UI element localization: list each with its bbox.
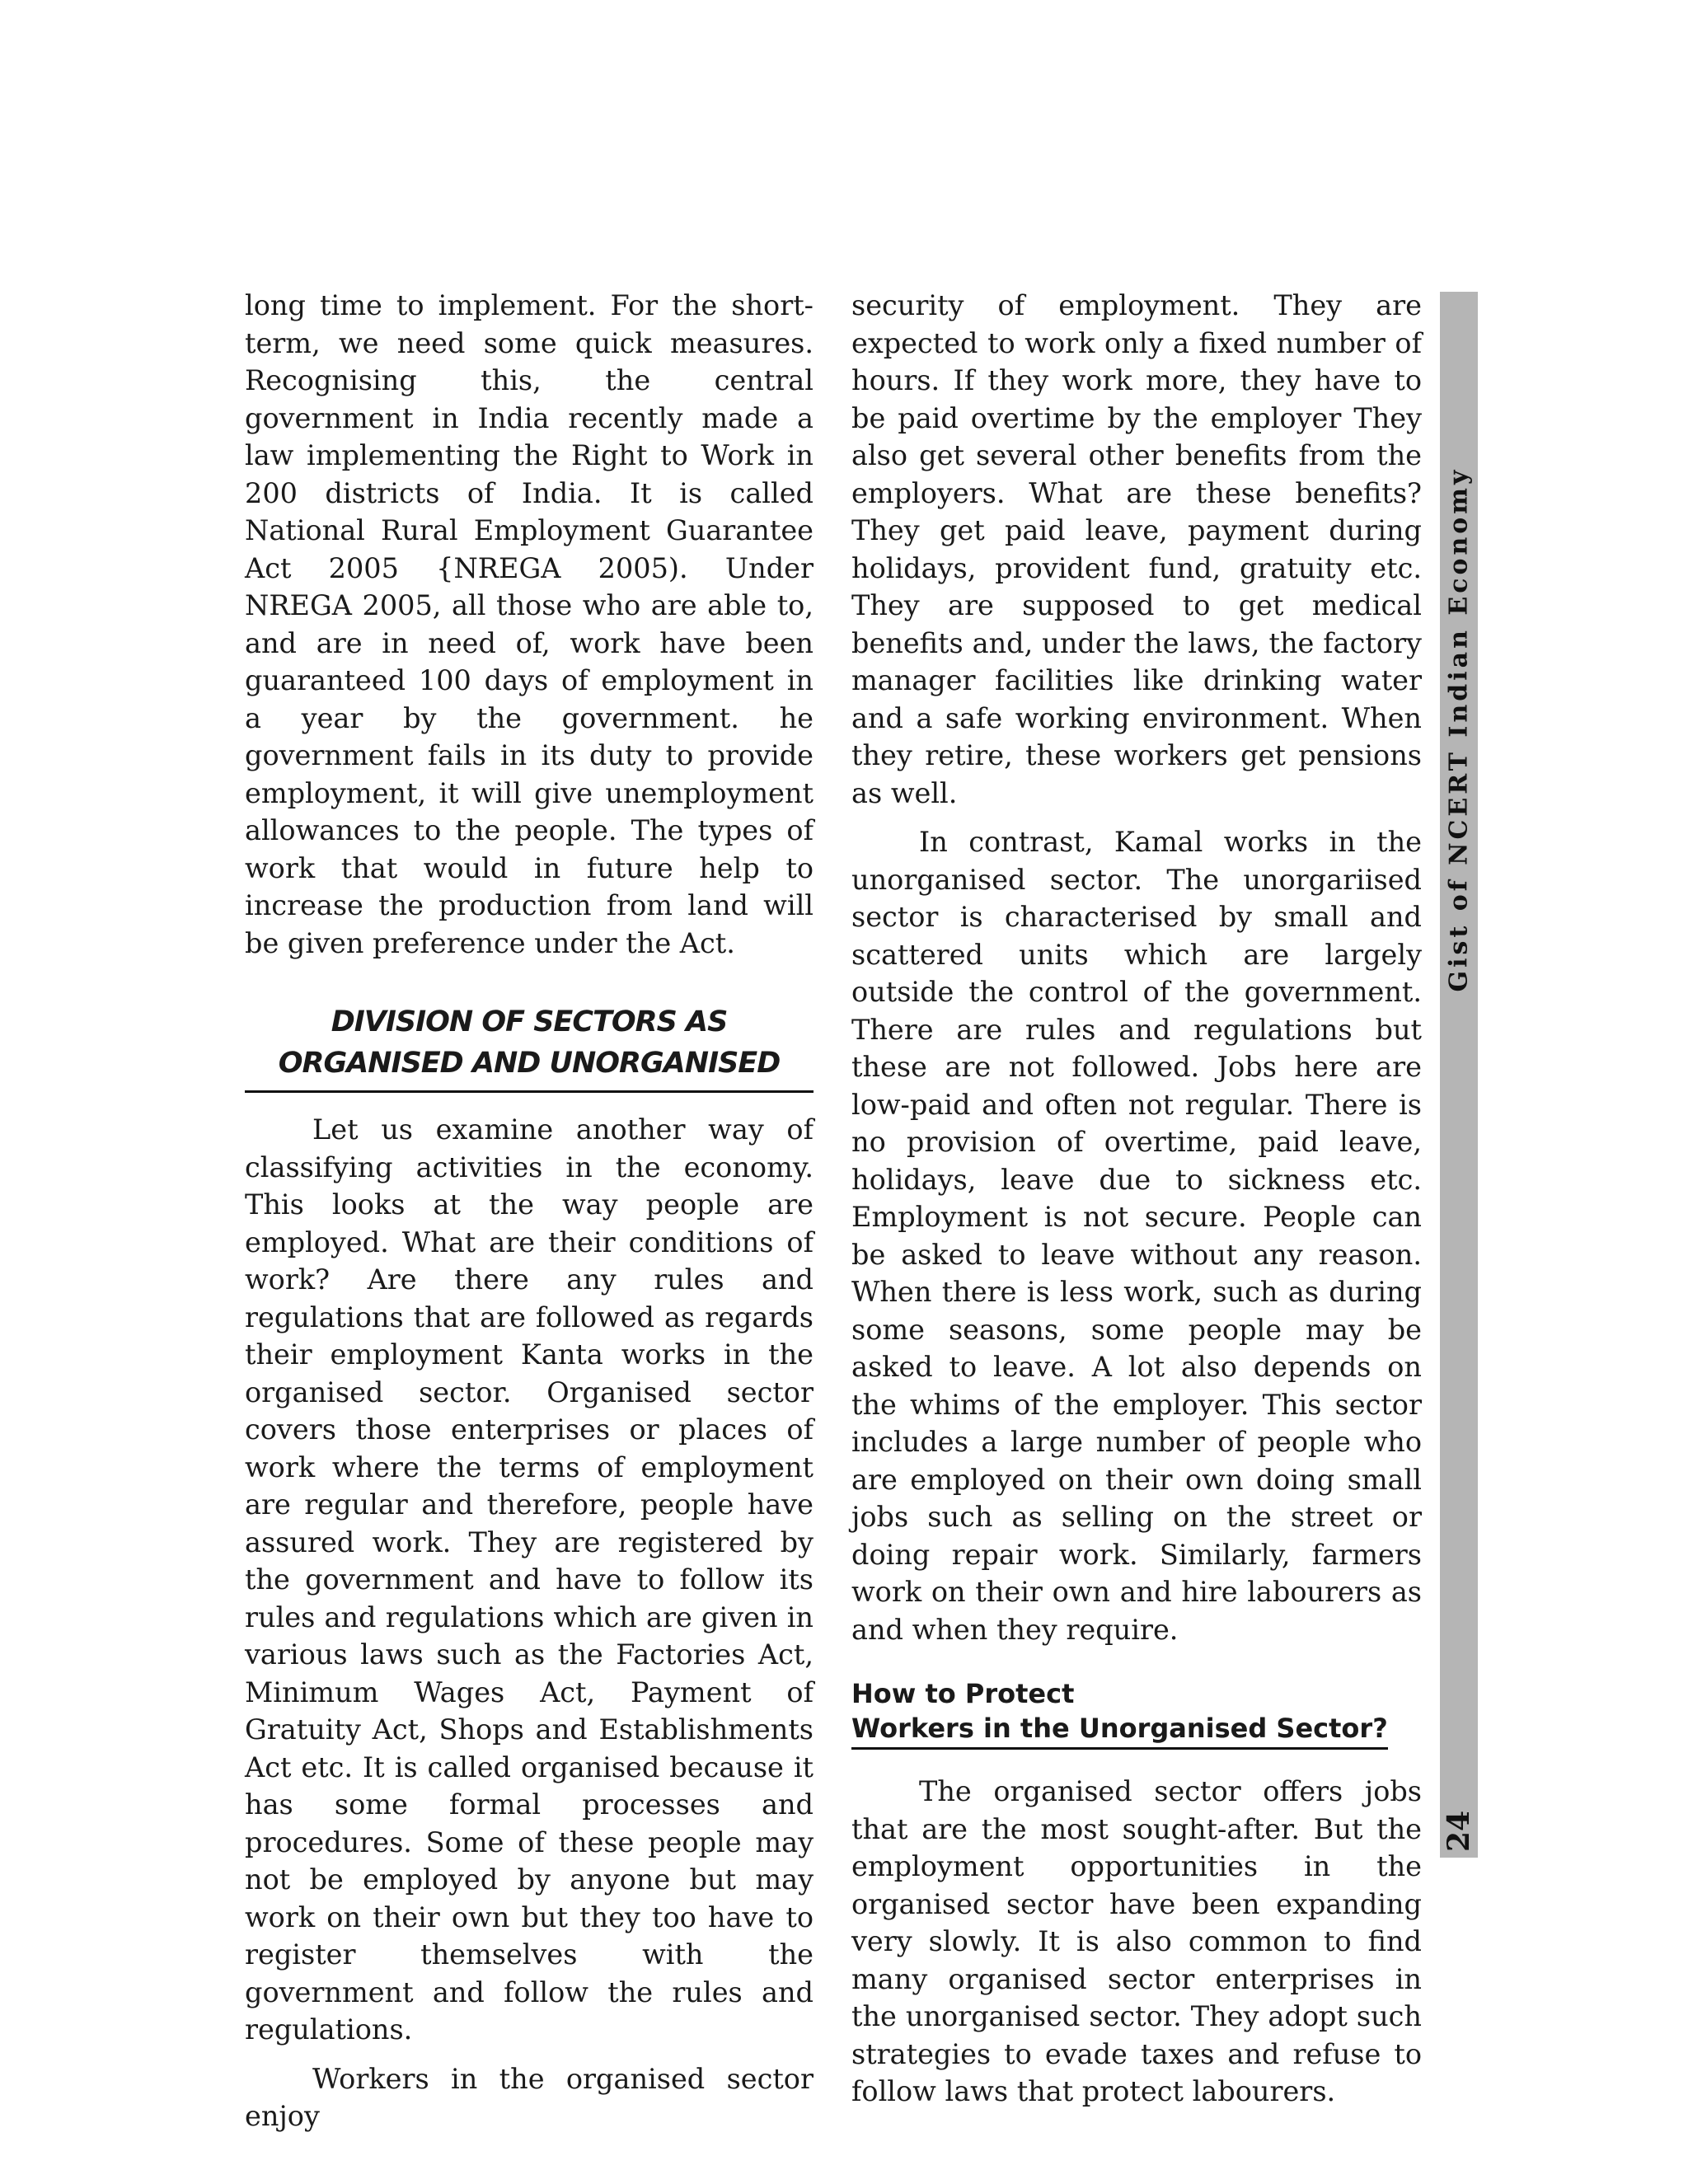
right-column <box>851 287 1422 2111</box>
section-heading-line-1: DIVISION OF SECTORS AS <box>331 1005 728 1038</box>
body-paragraph-unorganised-sector: In contrast, Kamal works in the unorganised sector. The unorgariised sector is characterised by small and scattered units which are largely outside the control of the government. There are rules and regulations but these are not followed. Jobs here are low-paid and often not regular. There is no provision of overtime, paid leave, holidays, leave due to sickness etc. Employment is not secure. People can be asked to leave without any reason. When there is less work, such as during some seasons, some people may be asked to leave. A lot also depends on the whims of the employer. This sector includes a large number of people who are employed on their own doing small jobs such as selling on the street or doing repair work. Similarly, farmers work on their own and hire labourers as and when they require. <box>851 826 1422 1646</box>
body-paragraph-protect-workers: The organised sector offers jobs that are the most sought-after. But the employment opportunities in the organised sector have been expanding very slowly. It is also common to find many organised sector enterprises in the unorganised sector. They adopt such strategies to evade taxes and refuse to follow laws that protect labourers. <box>851 1775 1422 2107</box>
sub-heading <box>851 1676 1422 1750</box>
body-paragraph-nrega: long time to implement. For the short-term, we need some quick measures. Recognising this, the central government in India recently made a law implementing the Right to Work in 200 districts of India. It is called National Rural Employment Guarantee Act 2005 {NREGA 2005). Under NREGA 2005, all those who are able to, and are in need of, work have been guaranteed 100 days of employment in a year by the government. he government fails in its duty to provide employment, it will give unemployment allowances to the people. The types of work that would in future help to increase the production from land will be given preference under the Act. <box>245 289 814 959</box>
body-paragraph-security: security of employment. They are expected to work only a fixed number of hours. If they work more, they have to be paid overtime by the employer They also get several other benefits from the employers. What are these benefits? They get paid leave, payment during holidays, provident fund, gratuity etc. They are supposed to get medical benefits and, under the laws, the factory manager facilities like drinking water and a safe working environment. When they retire, these workers get pensions as well. <box>851 289 1422 809</box>
sub-heading-line-2: Workers in the Unorganised Sector? <box>851 1711 1388 1750</box>
running-title-text: Gist of NCERT Indian Economy <box>1444 466 1474 992</box>
body-paragraph-organised-sector: Let us examine another way of classifying activities in the economy. This looks at the way people are employed. What are their conditions of work? Are there any rules and regulations that are followed as regards their employment Kanta works in the organised sector. Organised sector covers those enterprises or places of work where the terms of employment are regular and therefore, people have assured work. They are registered by the government and have to follow its rules and regulations which are given in various laws such as the Factories Act, Minimum Wages Act, Payment of Gratuity Act, Shops and Establishments Act etc. It is called organised because it has some formal processes and procedures. Some of these people may not be employed by anyone but may work on their own but they too have to register themselves with the government and follow the rules and regulations. <box>245 1113 814 2046</box>
section-heading-line-2: ORGANISED AND UNORGANISED <box>278 1047 781 1080</box>
sub-heading-line-1: How to Protect <box>851 1678 1075 1709</box>
body-paragraph-workers-enjoy: Workers in the organised sector enjoy <box>245 2062 814 2132</box>
page-number-text: 24 <box>1442 1810 1476 1853</box>
section-heading <box>245 1001 814 1093</box>
left-column <box>245 287 814 2135</box>
